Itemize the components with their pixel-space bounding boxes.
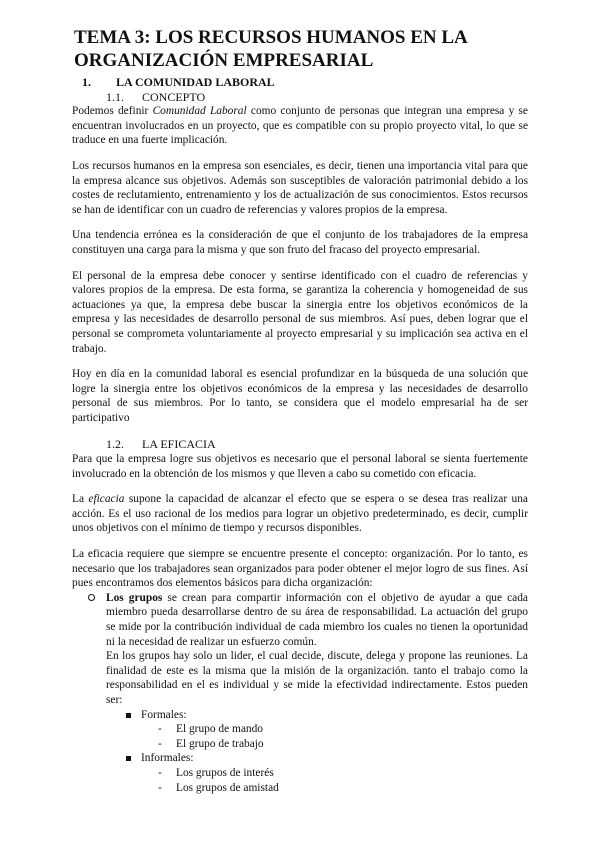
paragraph-personal: El personal de la empresa debe conocer y sentirse identificado con el cuadro de referencias y valores propios de la empresa. De esta forma, se garantiza la coherencia y homogeneidad de sus actuaciones ya que, la empresa debe buscar la sinergia entre los objetivos económicos de la empresa y las necesidades de desarrollo personal de sus miembros. Así pues, deben lograr que el personal se comprometa voluntariamente al proyecto empresarial y su implicación sea activa en el trabajo. <box>72 269 528 355</box>
list-item <box>158 766 528 781</box>
informal-groups-list <box>141 766 528 795</box>
subsection-heading-eficacia <box>106 437 528 452</box>
paragraph-eficacia-definicion <box>72 492 528 536</box>
list-item-informales <box>124 751 528 795</box>
grupos-label: Los grupos <box>106 591 163 604</box>
group-name: Los grupos de interés <box>176 766 274 779</box>
elements-list <box>86 591 528 795</box>
paragraph-text: supone la capacidad de alcanzar el efecto que se espera o se desea tras realizar una acción. Es el uso racional de los medios para lograr un objetivo predeterminado, es decir, cumplir unos objetivos con el mínimo de tiempo y recursos disponibles. <box>72 493 528 535</box>
paragraph-tendencia-erronea: Una tendencia errónea es la consideración de que el conjunto de los trabajadores de la empresa constituyen una carga para la misma y que son fruto del fracaso del proyecto empresarial. <box>72 229 528 256</box>
paragraph-text: Podemos definir <box>72 105 153 118</box>
group-name: El grupo de trabajo <box>176 737 264 750</box>
section-heading-comunidad-laboral <box>82 75 528 90</box>
section-title: LA COMUNIDAD LABORAL <box>116 75 275 89</box>
grupos-lider-description: En los grupos hay solo un lider, el cual decide, discute, delega y propone las reuniones. La finalidad de este es la misma que la misión de la organización. tanto el trabajo como la responsabilidad en el es individual y se mide la efectividad indirectamente. Estos pueden ser: <box>106 650 528 706</box>
paragraph-recursos-humanos: Los recursos humanos en la empresa son esenciales, es decir, tienen una importancia vital para que la empresa alcance sus objetivos. Además son susceptibles de valoración patrimonial debido a los costes de reclutamiento, entrenamiento y los de actualización de sus conocimientos. Estos recursos se han de identificar con un cuadro de referencias y valores propios de la empresa. <box>72 159 528 216</box>
document-title: TEMA 3: LOS RECURSOS HUMANOS EN LA ORGANIZACIÓN EMPRESARIAL <box>74 27 467 71</box>
paragraph-definicion <box>72 104 528 148</box>
paragraph-hoy-en-dia: Hoy en día en la comunidad laboral es esencial profundizar en la búsqueda de una solución que logre la sinergia entre los objetivos económicos de la empresa y las necesidades de desarrollo personal de sus miembros. Por lo tanto, se considera que el modelo empresarial ha de ser participativo <box>72 368 528 424</box>
square-bullet-icon <box>126 713 131 718</box>
dash-bullet-icon: - <box>158 781 162 794</box>
dash-bullet-icon: - <box>158 737 162 750</box>
list-item <box>158 737 528 752</box>
group-type-label: Formales: <box>141 708 187 721</box>
group-types-list <box>106 708 528 796</box>
group-type-label: Informales: <box>141 752 194 765</box>
group-name: Los grupos de amistad <box>176 781 279 794</box>
paragraph-text: como conjunto de personas que integran una empresa y se encuentran involucrados en un proyecto, que es compatible con su propio proyecto vital, lo que se traduce en una fuerte implicación. <box>72 105 528 147</box>
list-item-formales <box>124 708 528 752</box>
subsection-number: 1.1. <box>106 89 124 104</box>
formal-groups-list <box>141 722 528 751</box>
list-item <box>158 781 528 796</box>
subsection-number: 1.2. <box>106 437 124 452</box>
dash-bullet-icon: - <box>158 723 162 736</box>
emphasis-term: Comunidad Laboral <box>152 105 247 118</box>
square-bullet-icon <box>126 756 131 761</box>
dash-bullet-icon: - <box>158 766 162 779</box>
paragraph-text: La <box>72 493 89 506</box>
group-name: El grupo de mando <box>176 723 263 736</box>
list-item <box>158 722 528 737</box>
paragraph-organizacion: La eficacia requiere que siempre se encuentre presente el concepto: organización. Por lo tanto, es necesario que los trabajadores sean organizados para poder obtener el mejor logro de sus fines. Así pues encontramos dos elementos básicos para dicha organización: <box>72 548 528 590</box>
emphasis-term: eficacia <box>88 493 125 506</box>
paragraph-objetivos: Para que la empresa logre sus objetivos es necesario que el personal laboral se sienta fuertemente involucrado en la obtención de los mismos y que lleven a cabo su cometido con eficacia. <box>72 453 528 480</box>
subsection-title: LA EFICACIA <box>142 437 216 452</box>
subsection-heading-concepto <box>106 90 528 105</box>
list-item-grupos <box>86 591 528 795</box>
subsection-title: CONCEPTO <box>142 89 206 104</box>
circle-bullet-icon <box>88 594 95 601</box>
grupos-text: se crean para compartir información con el objetivo de ayudar a que cada miembro pueda desarrollarse dentro de su área de responsabilidad. La actuación del grupo se mide por la contribución individual de cada miembro los cuales no tienen la oportunidad ni la necesidad de realizar un esfuerzo común. <box>106 591 528 648</box>
section-number: 1. <box>82 75 91 89</box>
grupos-description <box>106 591 528 649</box>
